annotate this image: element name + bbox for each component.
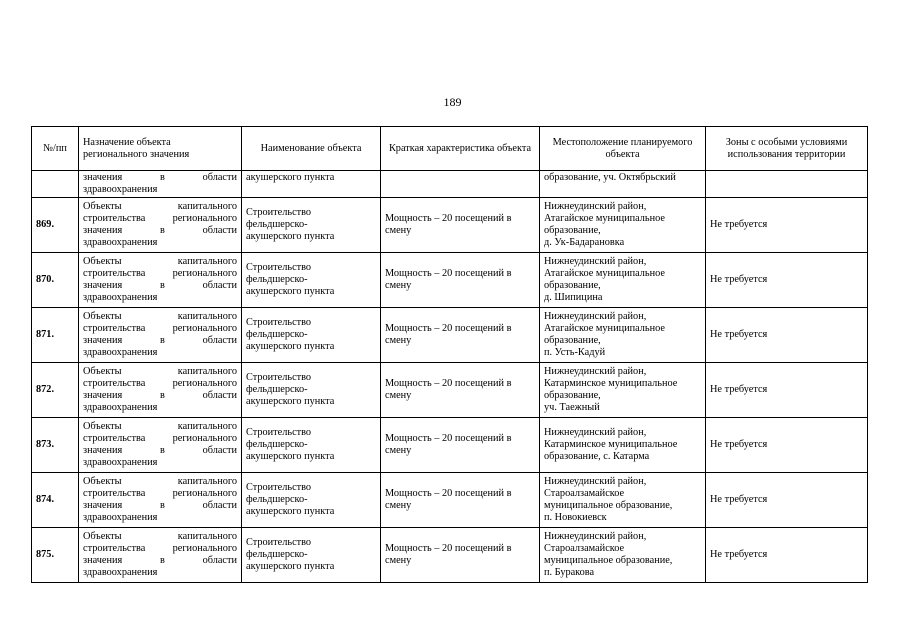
cell-zones: Не требуется — [706, 363, 868, 418]
continuation-row — [32, 171, 868, 198]
cell-zones: Не требуется — [706, 253, 868, 308]
cell-location: Нижнеудинский район, Староалзамайское муниципальное образование, п. Новокиевск — [540, 473, 706, 528]
cell-num: 873. — [32, 418, 79, 473]
table-row — [32, 418, 868, 473]
header-num: №/пп — [32, 127, 79, 171]
header-zones: Зоны с особыми условиями использования территории — [706, 127, 868, 171]
cell-zones: Не требуется — [706, 473, 868, 528]
cell-num: 871. — [32, 308, 79, 363]
header-location: Местоположение планируемого объекта — [540, 127, 706, 171]
cell-purpose: Объекты капитального строительства регионального значения в области здравоохранения — [79, 253, 242, 308]
cell-characteristic — [381, 171, 540, 198]
cell-location: образование, уч. Октябрьский — [540, 171, 706, 198]
cell-zones: Не требуется — [706, 528, 868, 583]
cell-num: 872. — [32, 363, 79, 418]
cell-purpose: Объекты капитального строительства регионального значения в области здравоохранения — [79, 528, 242, 583]
cell-characteristic: Мощность – 20 посещений в смену — [381, 253, 540, 308]
cell-zones: Не требуется — [706, 198, 868, 253]
cell-characteristic: Мощность – 20 посещений в смену — [381, 473, 540, 528]
cell-name: Строительство фельдшерско- акушерского пункта — [242, 363, 381, 418]
table-row — [32, 308, 868, 363]
cell-location: Нижнеудинский район, Катарминское муниципальное образование, с. Катарма — [540, 418, 706, 473]
cell-name: Строительство фельдшерско- акушерского пункта — [242, 528, 381, 583]
table-row — [32, 363, 868, 418]
cell-zones — [706, 171, 868, 198]
cell-purpose: Объекты капитального строительства регионального значения в области здравоохранения — [79, 363, 242, 418]
table-row — [32, 198, 868, 253]
cell-characteristic: Мощность – 20 посещений в смену — [381, 528, 540, 583]
cell-num — [32, 171, 79, 198]
header-name: Наименование объекта — [242, 127, 381, 171]
cell-purpose: Объекты капитального строительства регионального значения в области здравоохранения — [79, 473, 242, 528]
cell-name: Строительство фельдшерско- акушерского пункта — [242, 473, 381, 528]
cell-purpose: Объекты капитального строительства регионального значения в области здравоохранения — [79, 308, 242, 363]
cell-purpose: Объекты капитального строительства регионального значения в области здравоохранения — [79, 418, 242, 473]
cell-num: 869. — [32, 198, 79, 253]
cell-location: Нижнеудинский район, Староалзамайское муниципальное образование, п. Буракова — [540, 528, 706, 583]
cell-location: Нижнеудинский район, Катарминское муниципальное образование, уч. Таежный — [540, 363, 706, 418]
cell-name: Строительство фельдшерско- акушерского пункта — [242, 198, 381, 253]
header-purpose: Назначение объекта регионального значения — [79, 127, 242, 171]
cell-num: 875. — [32, 528, 79, 583]
table-row — [32, 528, 868, 583]
objects-table — [31, 126, 868, 583]
cell-characteristic: Мощность – 20 посещений в смену — [381, 308, 540, 363]
cell-location: Нижнеудинский район, Атагайское муниципальное образование, д. Ук-Бадарановка — [540, 198, 706, 253]
page-number: 189 — [443, 95, 462, 109]
cell-location: Нижнеудинский район, Атагайское муниципальное образование, п. Усть-Кадуй — [540, 308, 706, 363]
cell-location: Нижнеудинский район, Атагайское муниципальное образование, д. Шипицина — [540, 253, 706, 308]
cell-zones: Не требуется — [706, 308, 868, 363]
cell-name: Строительство фельдшерско- акушерского пункта — [242, 418, 381, 473]
header-row — [32, 127, 868, 171]
cell-characteristic: Мощность – 20 посещений в смену — [381, 418, 540, 473]
cell-purpose: значения в области здравоохранения — [79, 171, 242, 198]
cell-characteristic: Мощность – 20 посещений в смену — [381, 198, 540, 253]
table-row — [32, 253, 868, 308]
cell-zones: Не требуется — [706, 418, 868, 473]
table-row — [32, 473, 868, 528]
cell-characteristic: Мощность – 20 посещений в смену — [381, 363, 540, 418]
cell-name: Строительство фельдшерско- акушерского пункта — [242, 253, 381, 308]
cell-num: 870. — [32, 253, 79, 308]
header-characteristic: Краткая характеристика объекта — [381, 127, 540, 171]
cell-num: 874. — [32, 473, 79, 528]
cell-name: акушерского пункта — [242, 171, 381, 198]
cell-purpose: Объекты капитального строительства регионального значения в области здравоохранения — [79, 198, 242, 253]
cell-name: Строительство фельдшерско- акушерского пункта — [242, 308, 381, 363]
